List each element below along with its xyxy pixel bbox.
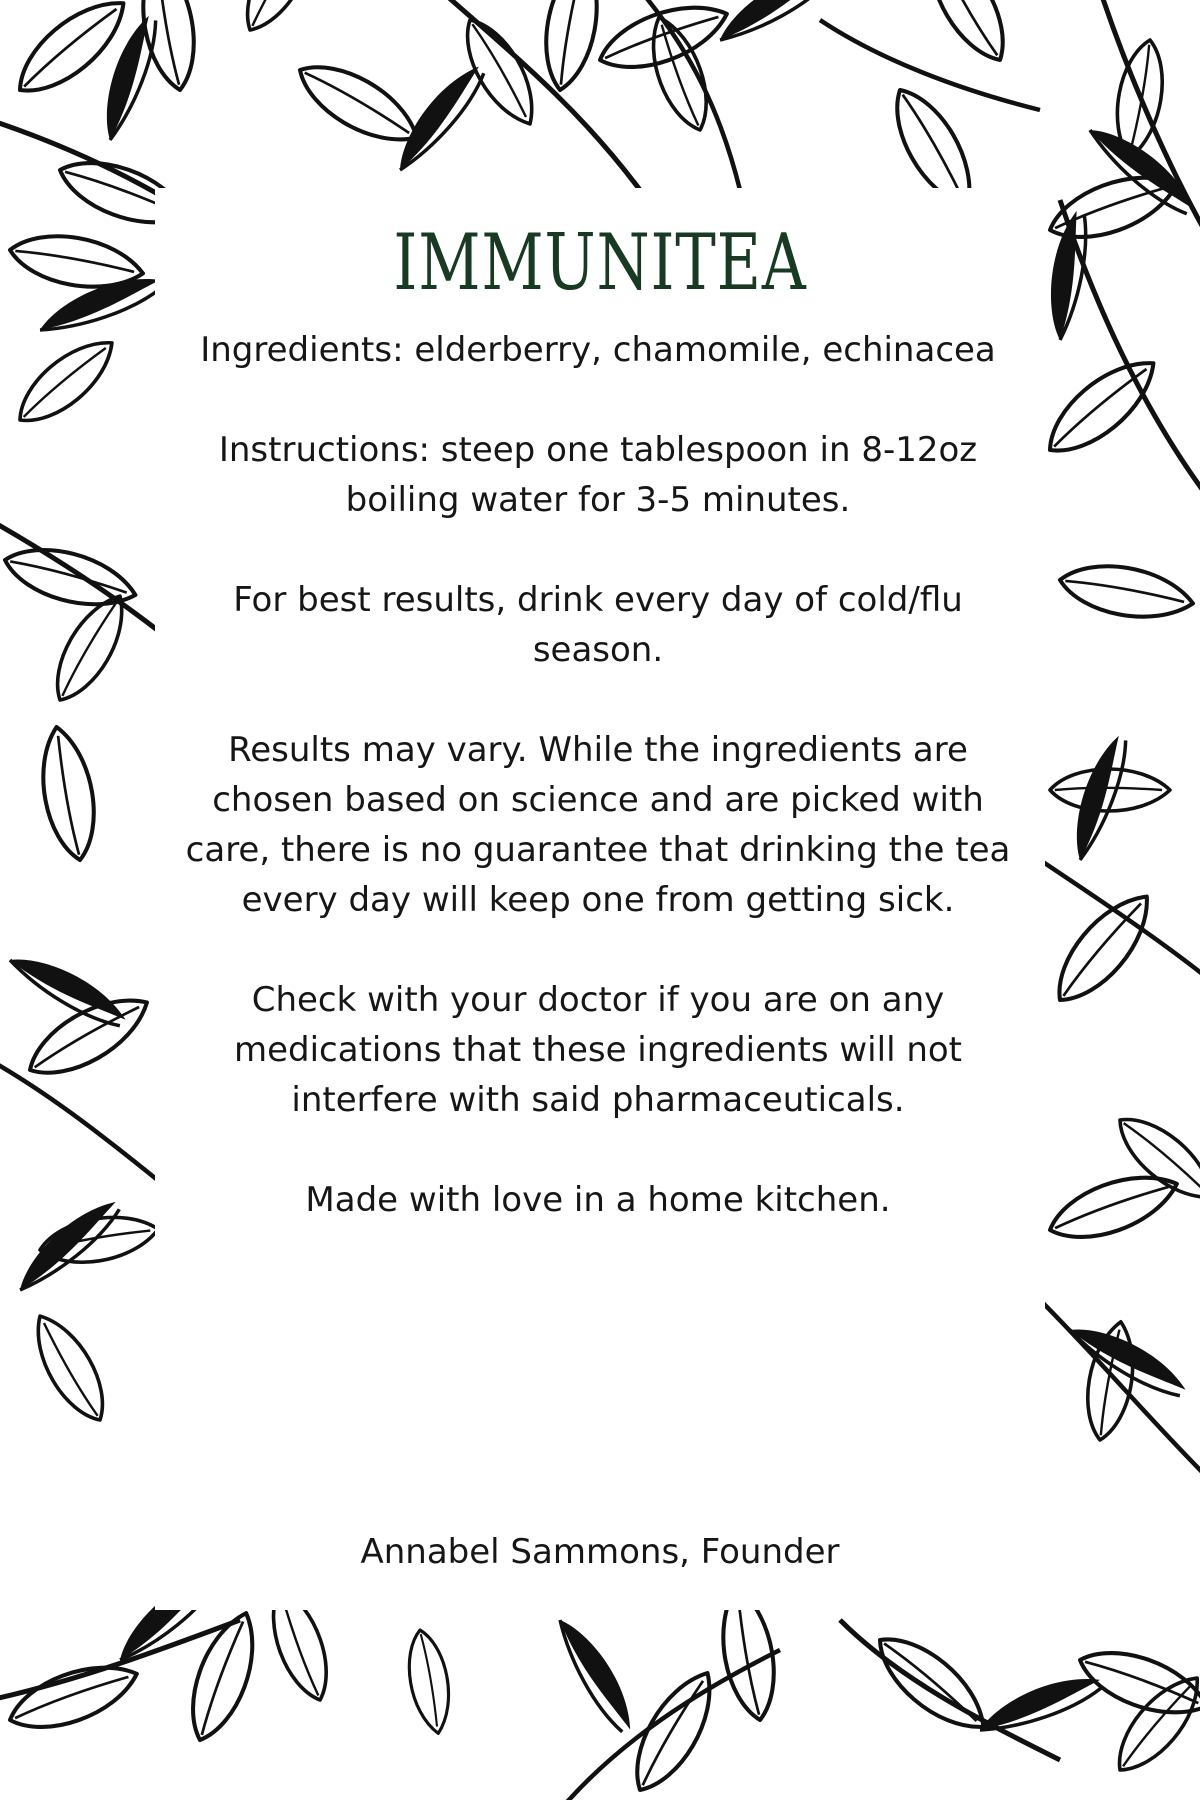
ingredients-paragraph: Ingredients: elderberry, chamomile, echinacea [200, 330, 996, 370]
medication-warning-paragraph: Check with your doctor if you are on any medications that these ingredients will not interfere with said pharmaceuticals. [233, 980, 963, 1120]
label-body [178, 325, 1018, 1275]
founder-signature: Annabel Sammons, Founder [360, 1532, 840, 1572]
best-results-paragraph: For best results, drink every day of cold/flu season. [233, 580, 963, 670]
disclaimer-paragraph: Results may vary. While the ingredients are chosen based on science and are picked with care, there is no guarantee that drinking the tea every day will keep one from getting sick. [185, 730, 1011, 920]
instructions-paragraph: Instructions: steep one tablespoon in 8-12oz boiling water for 3-5 minutes. [218, 430, 978, 520]
product-title: IMMUNITEA [393, 218, 807, 308]
made-with-love-paragraph: Made with love in a home kitchen. [305, 1180, 891, 1220]
